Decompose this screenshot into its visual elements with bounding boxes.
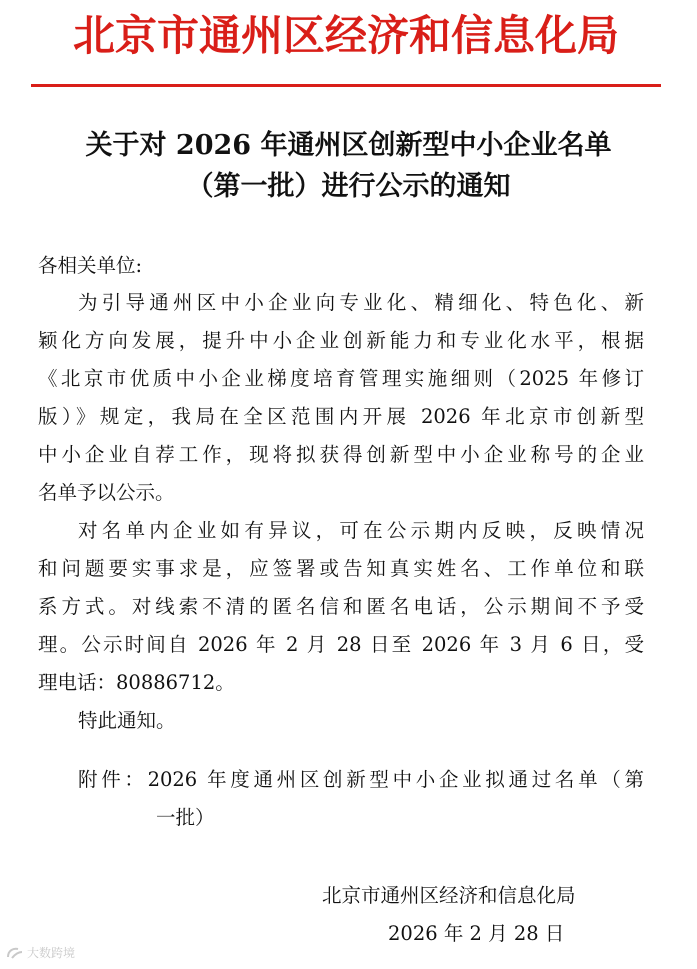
paragraph-2-line: 理。公示时间自 2026 年 2 月 28 日至 2026 年 3 月 6 日，受: [38, 633, 644, 656]
paragraph-2-line: 对名单内企业如有异议，可在公示期内反映，反映情况: [78, 519, 644, 542]
paragraph-2-line: 和问题要实事求是，应签署或告知真实姓名、工作单位和联: [38, 557, 644, 580]
masthead-issuer: 北京市通州区经济和信息化局: [72, 11, 619, 60]
paragraph-1-line: 名单予以公示。: [38, 481, 175, 504]
paragraph-2-line: 系方式。对线索不清的匿名信和匿名电话，公示期间不予受: [38, 595, 644, 618]
notice-title-line-2: （第一批）进行公示的通知: [186, 171, 511, 202]
paragraph-2-line: 理电话：80886712。: [38, 671, 235, 694]
paragraph-1-line: 中小企业自荐工作，现将拟获得创新型中小企业称号的企业: [38, 443, 644, 466]
attachment-line-1: 附件：2026 年度通州区创新型中小企业拟通过名单（第: [78, 768, 644, 791]
watermark-text: 大数跨境: [27, 946, 76, 960]
signature-date: 2026 年 2 月 28 日: [388, 922, 565, 945]
watermark-logo-icon: [6, 946, 24, 960]
notice-title-line-1: 关于对 2026 年通州区创新型中小企业名单: [85, 130, 612, 161]
paragraph-1-line: 颖化方向发展，提升中小企业创新能力和专业化水平，根据: [38, 329, 644, 352]
closing-line: 特此通知。: [78, 709, 176, 732]
paragraph-1-line: 版）》规定，我局在全区范围内开展 2026 年北京市创新型: [38, 405, 644, 428]
watermark: [6, 944, 75, 961]
red-divider-rule: [31, 84, 661, 87]
paragraph-1-line: 《北京市优质中小企业梯度培育管理实施细则（2025 年修订: [38, 367, 644, 390]
attachment-line-2: 一批）: [156, 806, 215, 829]
paragraph-1-line: 为引导通州区中小企业向专业化、精细化、特色化、新: [78, 291, 644, 314]
salutation: 各相关单位:: [38, 254, 143, 277]
signature-org: 北京市通州区经济和信息化局: [322, 884, 576, 907]
